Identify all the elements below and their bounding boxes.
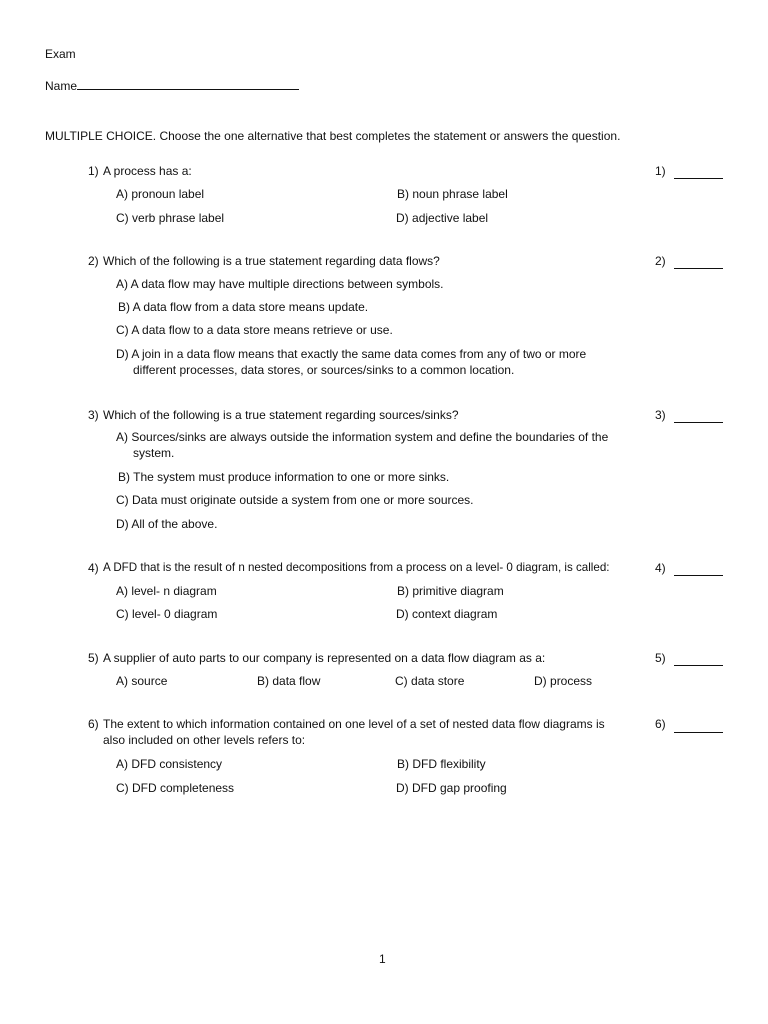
option-a[interactable]	[116, 756, 222, 772]
option-text: primitive diagram	[412, 584, 504, 598]
option-letter: C)	[116, 781, 129, 795]
option-letter: A)	[116, 584, 128, 598]
answer-label: 6)	[655, 717, 666, 731]
question-number: 2)	[88, 254, 99, 268]
question-number: 1)	[88, 164, 99, 178]
answer-blank[interactable]	[674, 665, 723, 666]
option-c[interactable]	[116, 606, 217, 622]
option-text: Sources/sinks are always outside the information system and define the boundaries of the system.	[131, 430, 609, 460]
option-text: verb phrase label	[132, 211, 225, 225]
answer-label: 3)	[655, 408, 666, 422]
option-letter: B)	[118, 470, 130, 484]
option-b[interactable]	[397, 186, 508, 202]
option-text: A join in a data flow means that exactly the same data comes from any of two or more different processes, data stores, or sources/sinks to a common location.	[131, 347, 587, 377]
option-d[interactable]	[396, 210, 488, 226]
option-text: A data flow from a data store means update.	[132, 300, 369, 314]
question-number: 4)	[88, 561, 99, 575]
option-c[interactable]	[116, 210, 224, 226]
option-letter: D)	[396, 607, 409, 621]
option-letter: D)	[396, 211, 409, 225]
question-number: 5)	[88, 651, 99, 665]
option-letter: A)	[116, 187, 128, 201]
option-text: pronoun label	[131, 187, 205, 201]
option-text: level- 0 diagram	[132, 607, 218, 621]
option-text: source	[131, 674, 168, 688]
exam-title: Exam	[45, 47, 76, 61]
option-a[interactable]	[116, 276, 444, 292]
option-c[interactable]	[395, 673, 464, 689]
name-line	[45, 78, 299, 94]
option-c[interactable]	[116, 322, 393, 338]
name-blank[interactable]	[77, 78, 299, 90]
name-label: Name	[45, 79, 78, 93]
option-d[interactable]	[396, 780, 507, 796]
option-a[interactable]	[116, 429, 647, 461]
option-letter: A)	[116, 757, 128, 771]
option-text: noun phrase label	[412, 187, 508, 201]
option-letter: B)	[397, 757, 409, 771]
instructions: MULTIPLE CHOICE. Choose the one alternative that best completes the statement or answers the question.	[45, 129, 621, 143]
option-text: A data flow may have multiple directions between symbols.	[130, 277, 444, 291]
option-letter: C)	[395, 674, 408, 688]
option-b[interactable]	[397, 756, 486, 772]
answer-blank[interactable]	[674, 422, 723, 423]
option-c[interactable]	[116, 492, 474, 508]
question-text: A process has a:	[103, 164, 192, 178]
option-letter: C)	[116, 323, 129, 337]
option-letter: C)	[116, 493, 129, 507]
answer-label: 4)	[655, 561, 666, 575]
question-text: The extent to which information contained on one level of a set of nested data flow diagrams is also included on other levels refers to:	[103, 717, 605, 747]
option-text: The system must produce information to one or more sinks.	[133, 470, 450, 484]
option-text: DFD gap proofing	[412, 781, 507, 795]
option-text: data flow	[272, 674, 321, 688]
option-letter: A)	[116, 430, 128, 444]
answer-blank[interactable]	[674, 575, 723, 576]
option-text: A data flow to a data store means retrieve or use.	[131, 323, 393, 337]
option-letter: D)	[116, 517, 129, 531]
option-b[interactable]	[118, 469, 449, 485]
question-text: A supplier of auto parts to our company is represented on a data flow diagram as a:	[103, 651, 546, 665]
option-a[interactable]	[116, 583, 217, 599]
option-a[interactable]	[116, 673, 167, 689]
option-b[interactable]	[118, 299, 368, 315]
option-letter: A)	[116, 674, 128, 688]
option-text: context diagram	[412, 607, 498, 621]
answer-label: 1)	[655, 164, 666, 178]
question-text: Which of the following is a true statement regarding data flows?	[103, 254, 440, 268]
question-number: 3)	[88, 408, 99, 422]
option-d[interactable]	[116, 346, 631, 378]
answer-label: 5)	[655, 651, 666, 665]
option-letter: B)	[397, 187, 409, 201]
option-text: data store	[411, 674, 465, 688]
option-letter: B)	[257, 674, 269, 688]
page-number: 1	[379, 952, 386, 966]
option-c[interactable]	[116, 780, 234, 796]
answer-blank[interactable]	[674, 268, 723, 269]
answer-blank[interactable]	[674, 178, 723, 179]
option-text: DFD consistency	[131, 757, 223, 771]
option-text: All of the above.	[131, 517, 218, 531]
answer-blank[interactable]	[674, 732, 723, 733]
option-text: level- n diagram	[131, 584, 217, 598]
option-letter: D)	[116, 347, 129, 361]
option-letter: D)	[396, 781, 409, 795]
option-b[interactable]	[257, 673, 320, 689]
option-d[interactable]	[116, 516, 217, 532]
option-letter: A)	[116, 277, 128, 291]
option-letter: C)	[116, 211, 129, 225]
question-text: A DFD that is the result of n nested decompositions from a process on a level- 0 diagram, is called:	[103, 561, 610, 574]
option-text: adjective label	[412, 211, 489, 225]
option-a[interactable]	[116, 186, 204, 202]
option-letter: C)	[116, 607, 129, 621]
question-number: 6)	[88, 717, 99, 731]
option-text: DFD completeness	[132, 781, 235, 795]
option-b[interactable]	[397, 583, 504, 599]
option-letter: B)	[397, 584, 409, 598]
option-letter: D)	[534, 674, 547, 688]
option-d[interactable]	[396, 606, 497, 622]
answer-label: 2)	[655, 254, 666, 268]
option-text: process	[550, 674, 593, 688]
option-d[interactable]	[534, 673, 592, 689]
question-text: Which of the following is a true statement regarding sources/sinks?	[103, 408, 459, 422]
option-text: DFD flexibility	[412, 757, 486, 771]
option-text: Data must originate outside a system from one or more sources.	[132, 493, 474, 507]
option-letter: B)	[118, 300, 130, 314]
